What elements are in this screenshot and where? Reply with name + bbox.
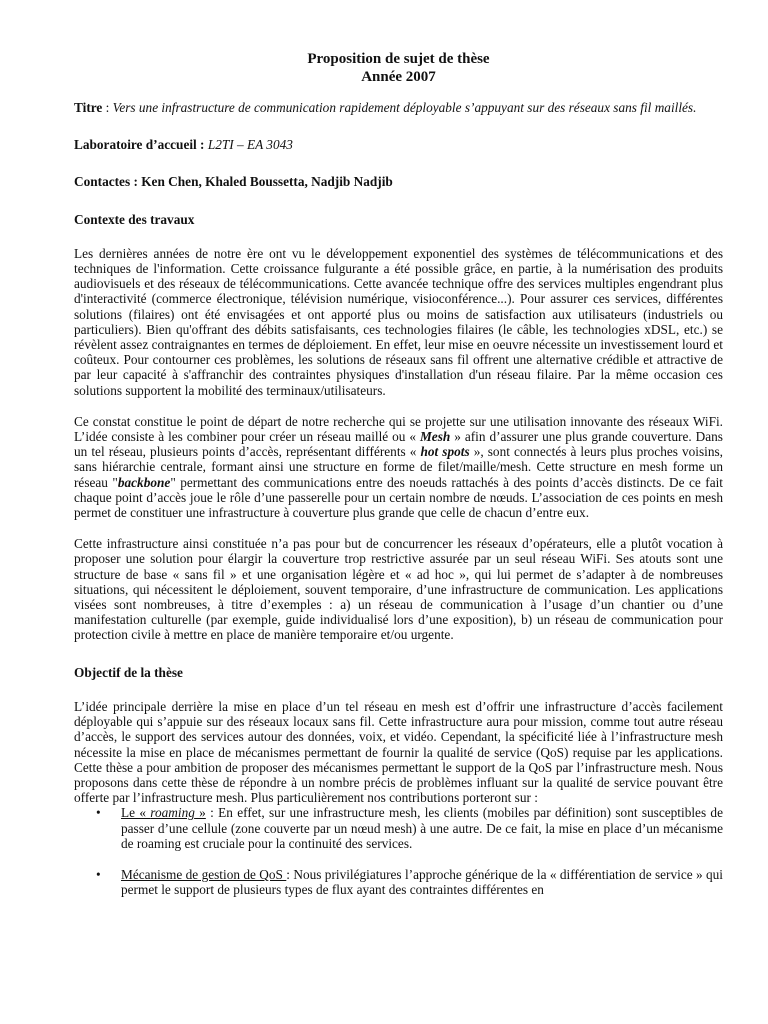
roaming-label-term: roaming bbox=[150, 805, 195, 821]
contexte-p2-part-b: » afin d’assurer une plus grande couverture. Dans un tel réseau, plusieurs points d’accès, représentant différents « bbox=[74, 429, 723, 460]
contactes-label: Contactes : bbox=[74, 174, 138, 190]
bullet-icon: • bbox=[96, 866, 101, 882]
contexte-paragraph-2 bbox=[74, 414, 723, 520]
titre-line bbox=[74, 100, 723, 115]
roaming-label-post: » bbox=[194, 805, 206, 821]
titre-value: Vers une infrastructure de communication rapidement déployable s’appuyant sur des réseaux sans fil maillés. bbox=[112, 100, 697, 115]
document-year: Année 2007 bbox=[361, 69, 436, 85]
backbone-term: backbone bbox=[117, 474, 171, 490]
qos-label: Mécanisme de gestion de QoS bbox=[121, 866, 287, 882]
contexte-paragraph-3: Cette infrastructure ainsi constituée n’a pas pour but de concurrencer les réseaux d’opérateurs, elle a plutôt vocation à proposer une solution pour élargir la couverture trop restrictive assurée par un seul réseau WiFi. Ses atouts sont une structure de base « sans fil » et une organisation légère et « ad hoc », qui lui permet de s’adapter à de nombreuses situations, qui nécessitent le déploiement, souvent temporaire, d’une infrastructure de communication. Les applications visées sont nombreuses, à titre d’exemples : a) un réseau de communication à l’usage d’un chantier ou d’une manifestation culturelle (par exemple, guide individualisé lors d’une exposition), b) un réseau de communication pour protection civile à mettre en place de manière temporaire et/ou urgente. bbox=[74, 536, 723, 643]
laboratoire-line bbox=[74, 137, 723, 152]
list-item bbox=[74, 805, 723, 851]
contexte-heading: Contexte des travaux bbox=[74, 211, 195, 227]
contexte-p2-part-a: Ce constat constitue le point de départ de notre recherche qui se projette sur une utilisation innovante des réseaux WiFi. L’idée consiste à les combiner pour créer un réseau maillé ou « bbox=[74, 413, 723, 445]
contexte-p2-part-d: " permettant des communications entre des noeuds rattachés à des points d’accès distincts. De ce fait chaque point d’accès joue le rôle d’une passerelle pour un certain nombre de nœuds. L’association de ces points en mesh permet de constituer une infrastructure à couverture plus grande que celle de chacun d’entre eux. bbox=[74, 474, 723, 521]
roaming-label bbox=[121, 805, 206, 820]
titre-separator: : bbox=[102, 100, 113, 115]
laboratoire-label: Laboratoire d’accueil : bbox=[74, 137, 205, 153]
mesh-term: Mesh bbox=[419, 429, 451, 445]
roaming-text: : En effet, sur une infrastructure mesh, les clients (mobiles par définition) sont susceptibles de passer d’une cellule (zone couverte par un nœud mesh) à une autre. De ce fait, la mise en place d’un mécanisme de roaming est cruciale pour la continuité des services. bbox=[121, 805, 723, 851]
contexte-paragraph-1: Les dernières années de notre ère ont vu le développement exponentiel des systèmes de télécommunications et des techniques de l'information. Cette croissance fulgurante a été possible grâce, en partie, à la numérisation des produits audiovisuels et des réseaux de télécommunications. Cette avancée technique offre des services multiples engendrant plus d'interactivité (commerce électronique, télévision numérique, visioconférence...). Pour assurer ces services, différentes solutions (filaires) ont été envisagées et ont apporté plus ou moins de satisfaction aux utilisateurs (industriels ou particuliers). Bien qu'offrant des débits satisfaisants, ces technologies filaires (le câble, les technologies xDSL, etc.) se révèlent assez contraignantes en termes de déploiement. En effet, leur mise en oeuvre nécessite un investissement lourd et coûteux. Pour contourner ces problèmes, les solutions de réseaux sans fil offrent une alternative crédible et attractive de par leur capacité à s'affranchir des contraintes physiques d'installation d'un réseau filaire. Par la même occasion ces solutions supportent la mobilité des terminaux/utilisateurs. bbox=[74, 245, 723, 398]
qos-text: : Nous privilégiatures l’approche générique de la « différentiation de service » qui permet le support de plusieurs types de flux ayant des contraintes différentes en bbox=[121, 866, 723, 898]
contexte-p2-part-c: », sont connectés à leurs plus proches voisins, sans hiérarchie centrale, formant ainsi une structure en forme de filet/maille/mesh. Cette structure en mesh forme un réseau " bbox=[74, 444, 723, 490]
objectif-heading: Objectif de la thèse bbox=[74, 664, 183, 680]
objectif-paragraph-1: L’idée principale derrière la mise en place d’un tel réseau en mesh est d’offrir une infrastructure d’accès facilement déployable qui s’appuie sur des réseaux locaux sans fil. Cette infrastructure aura pour mission, comme tout autre réseau d’accès, le support des services autour des données, voix, et vidéo. Cependant, la spécificité liée à l’infrastructure mesh nécessite la mise en place de mécanismes permettant de fournir la qualité de service (QoS) requise par les applications. Cette thèse a pour ambition de proposer des mécanismes permettant le support de la QoS par l’infrastructure mesh. Nous proposons dans cette thèse de répondre à un nombre précis de problèmes influant sur la qualité de service pouvant être offerte par l’infrastructure mesh. Plus particulièrement nos contributions porteront sur : bbox=[74, 698, 723, 806]
bullet-icon: • bbox=[96, 805, 101, 821]
document-title: Proposition de sujet de thèse bbox=[307, 51, 490, 67]
contactes-value: Ken Chen, Khaled Boussetta, Nadjib Nadjib bbox=[141, 174, 393, 190]
titre-label: Titre bbox=[74, 100, 103, 115]
laboratoire-value: L2TI – EA 3043 bbox=[207, 137, 293, 153]
document-header bbox=[74, 50, 723, 86]
hot-spots-term: hot spots bbox=[420, 444, 470, 460]
roaming-label-pre: Le « bbox=[121, 805, 151, 821]
contactes-line bbox=[74, 174, 723, 189]
contributions-list bbox=[74, 805, 723, 897]
list-item bbox=[74, 867, 723, 897]
